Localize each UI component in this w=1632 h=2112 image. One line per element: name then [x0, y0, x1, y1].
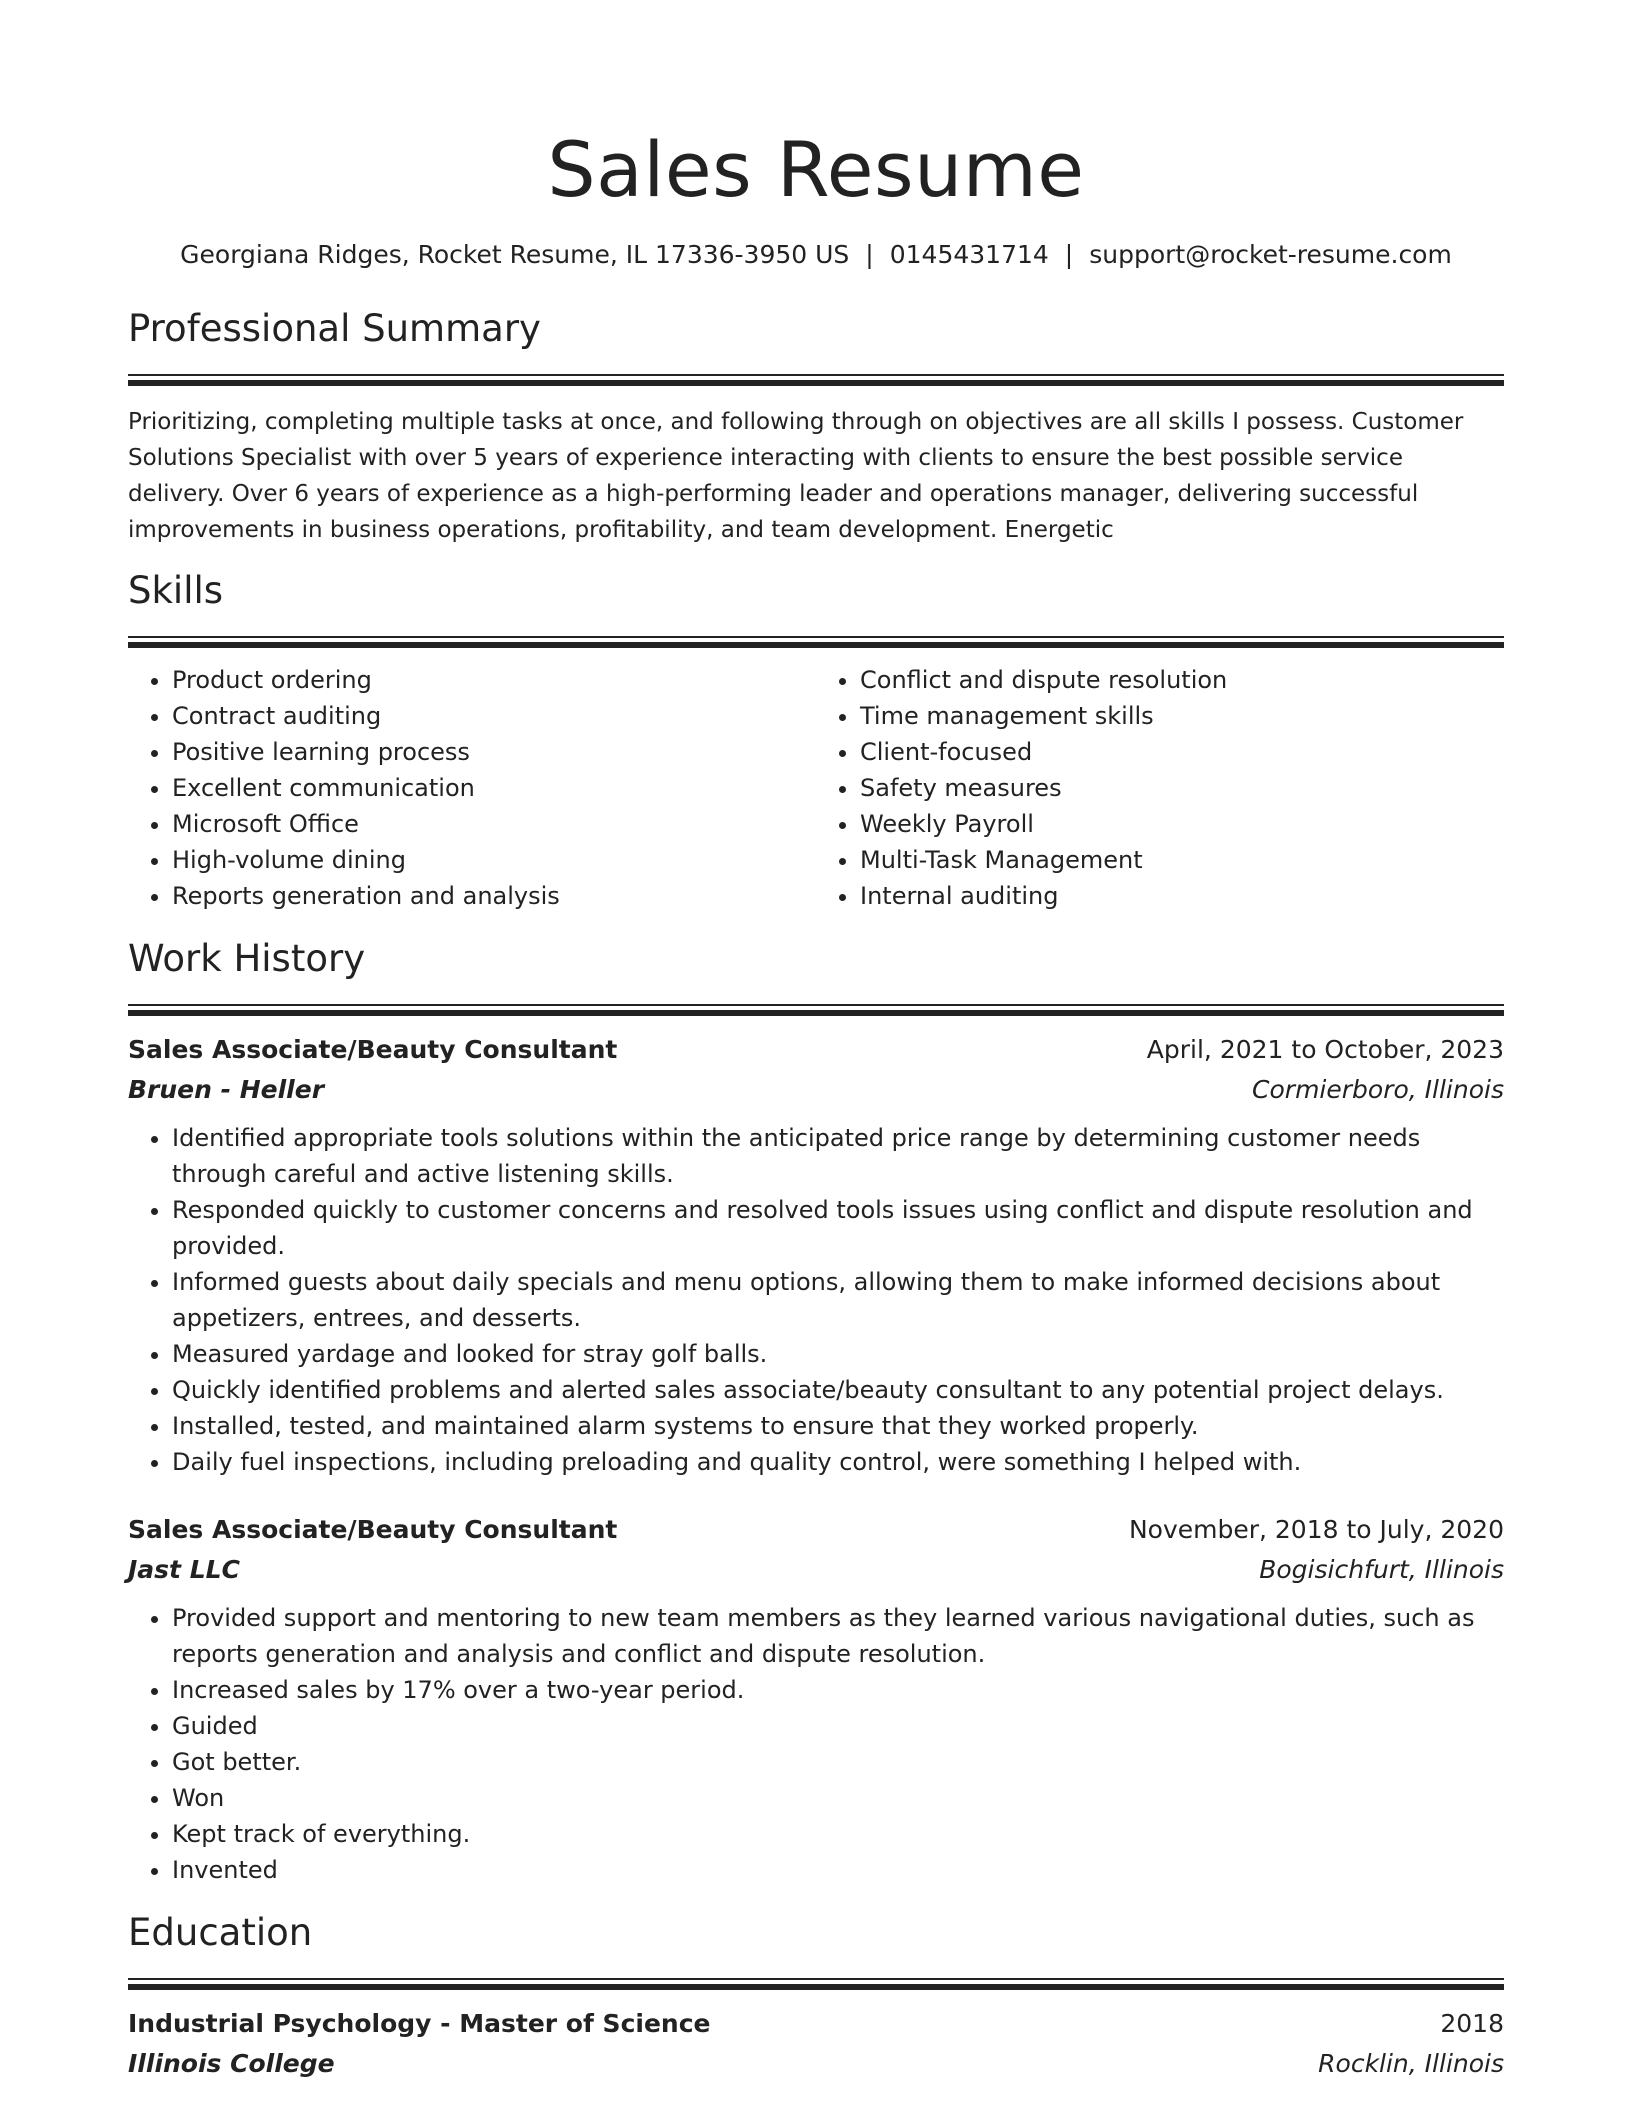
job-bullet: • Daily fuel inspections, including preloading and quality control, were something I helped with.	[172, 1444, 1504, 1480]
job-bullets	[128, 1600, 1504, 1888]
job-bullet: • Got better.	[172, 1744, 1504, 1780]
job-entry	[128, 1510, 1504, 1888]
job-dates: April, 2021 to October, 2023	[1146, 1035, 1504, 1064]
job-header	[128, 1030, 1504, 1070]
job-bullet: • Measured yardage and looked for stray golf balls.	[172, 1336, 1504, 1372]
job-bullet: • Identified appropriate tools solutions within the anticipated price range by determining customer needs through careful and active listening skills.	[172, 1120, 1504, 1192]
job-subheader	[128, 1070, 1504, 1110]
contact-line	[128, 238, 1504, 272]
job-dates: November, 2018 to July, 2020	[1128, 1515, 1504, 1544]
work-history-heading: Work History	[128, 937, 366, 980]
job-bullet: • Responded quickly to customer concerns and resolved tools issues using conflict and dispute resolution and provided.	[172, 1192, 1504, 1264]
section-divider	[128, 636, 1504, 648]
job-bullet: • Installed, tested, and maintained alarm systems to ensure that they worked properly.	[172, 1408, 1504, 1444]
contact-phone: 0145431714	[889, 240, 1049, 269]
skill-item: • Client-focused	[860, 734, 1504, 770]
section-divider	[128, 1978, 1504, 1990]
work-history-section	[128, 936, 1504, 1888]
job-bullets	[128, 1120, 1504, 1480]
summary-section	[128, 306, 1504, 548]
skill-item: • Product ordering	[172, 662, 816, 698]
skill-item: • Excellent communication	[172, 770, 816, 806]
skill-item: • Time management skills	[860, 698, 1504, 734]
job-location: Bogisichfurt, Illinois	[1259, 1555, 1504, 1584]
job-bullet: • Increased sales by 17% over a two-year period.	[172, 1672, 1504, 1708]
job-bullet: • Won	[172, 1780, 1504, 1816]
skills-left-column	[128, 662, 816, 914]
skill-item: • Positive learning process	[172, 734, 816, 770]
resume-page	[128, 0, 1504, 2084]
contact-address: Georgiana Ridges, Rocket Resume, IL 17336-3950 US	[180, 240, 850, 269]
contact-email: support@rocket-resume.com	[1089, 240, 1452, 269]
education-entry	[128, 2004, 1504, 2084]
education-year: 2018	[1440, 2009, 1504, 2038]
contact-separator: |	[1064, 240, 1074, 269]
education-school: Illinois College	[128, 2049, 335, 2078]
job-title: Sales Associate/Beauty Consultant	[128, 1035, 618, 1064]
education-header	[128, 2004, 1504, 2044]
skills-columns	[128, 662, 1504, 914]
section-divider	[128, 1004, 1504, 1016]
education-section	[128, 1910, 1504, 2084]
skill-item: • High-volume dining	[172, 842, 816, 878]
education-heading: Education	[128, 1911, 313, 1954]
summary-heading: Professional Summary	[128, 307, 541, 350]
job-subheader	[128, 1550, 1504, 1590]
job-title: Sales Associate/Beauty Consultant	[128, 1515, 618, 1544]
job-bullet: • Kept track of everything.	[172, 1816, 1504, 1852]
job-bullet: • Quickly identified problems and alerted sales associate/beauty consultant to any potential project delays.	[172, 1372, 1504, 1408]
resume-title: Sales Resume	[547, 125, 1085, 214]
skills-section	[128, 568, 1504, 914]
skill-item: • Microsoft Office	[172, 806, 816, 842]
job-location: Cormierboro, Illinois	[1252, 1075, 1504, 1104]
education-subheader	[128, 2044, 1504, 2084]
skills-heading: Skills	[128, 569, 224, 612]
summary-text: Prioritizing, completing multiple tasks at once, and following through on objectives are all skills I possess. Customer Solutions Specialist with over 5 years of experience interacting with clients to ensure the best possible service delivery. Over 6 years of experience as a high-performing leader and operations manager, delivering successful improvements in business operations, profitability, and team development. Energetic	[128, 409, 1464, 543]
job-bullet: • Provided support and mentoring to new team members as they learned various navigational duties, such as reports generation and analysis and conflict and dispute resolution.	[172, 1600, 1504, 1672]
skill-item: • Reports generation and analysis	[172, 878, 816, 914]
section-divider	[128, 374, 1504, 386]
skill-item: • Multi-Task Management	[860, 842, 1504, 878]
job-company: Bruen - Heller	[128, 1075, 325, 1104]
skill-item: • Safety measures	[860, 770, 1504, 806]
job-bullet: • Guided	[172, 1708, 1504, 1744]
skill-item: • Conflict and dispute resolution	[860, 662, 1504, 698]
skill-item: • Internal auditing	[860, 878, 1504, 914]
job-company: Jast LLC	[128, 1555, 240, 1584]
skill-item: • Contract auditing	[172, 698, 816, 734]
job-bullet: • Invented	[172, 1852, 1504, 1888]
job-bullet: • Informed guests about daily specials and menu options, allowing them to make informed decisions about appetizers, entrees, and desserts.	[172, 1264, 1504, 1336]
contact-separator: |	[865, 240, 874, 269]
skills-right-column	[816, 662, 1504, 914]
education-degree: Industrial Psychology - Master of Science	[128, 2009, 711, 2038]
education-location: Rocklin, Illinois	[1318, 2049, 1504, 2078]
job-entry	[128, 1030, 1504, 1480]
job-header	[128, 1510, 1504, 1550]
skill-item: • Weekly Payroll	[860, 806, 1504, 842]
